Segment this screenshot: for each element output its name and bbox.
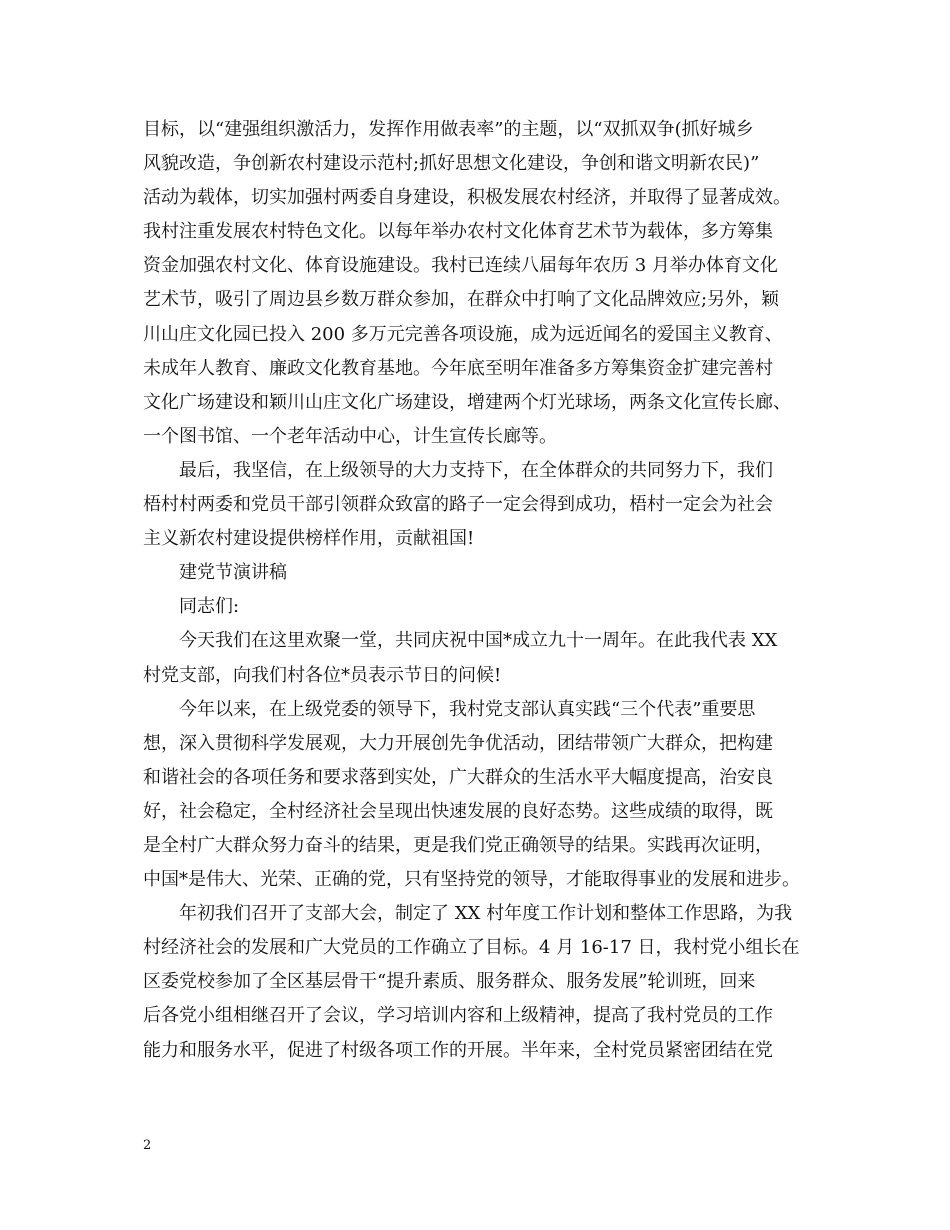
text-line: 建党节演讲稿 <box>179 562 287 584</box>
text-line: 主义新农村建设提供榜样作用，贡献祖国! <box>143 528 475 550</box>
text-line: 后各党小组相继召开了会议，学习培训内容和上级精神，提高了我村党员的工作 <box>143 1005 773 1027</box>
text-line: 年初我们召开了支部大会，制定了 XX 村年度工作计划和整体工作思路，为我 <box>179 903 793 925</box>
text-line: 想，深入贯彻科学发展观，大力开展创先争优活动，团结带领广大群众，把构建 <box>143 732 773 754</box>
text-line: 今天我们在这里欢聚一堂，共同庆祝中国*成立九十一周年。在此我代表 XX <box>179 630 778 652</box>
text-line: 区委党校参加了全区基层骨干“提升素质、服务群众、服务发展”轮训班，回来 <box>143 971 756 993</box>
text-line: 和谐社会的各项任务和要求落到实处，广大群众的生活水平大幅度提高，治安良 <box>143 766 773 788</box>
text-line: 能力和服务水平，促进了村级各项工作的开展。半年来，全村党员紧密团结在党 <box>143 1039 773 1061</box>
text-line: 活动为载体，切实加强村两委自身建设，积极发展农村经济，并取得了显著成效。 <box>143 187 791 209</box>
text-line: 未成年人教育、廉政文化教育基地。今年底至明年准备多方筹集资金扩建完善村 <box>143 357 773 379</box>
text-line: 中国*是伟大、光荣、正确的党，只有坚持党的领导，才能取得事业的发展和进步。 <box>143 869 800 891</box>
text-line: 川山庄文化园已投入 200 多万元完善各项设施，成为远近闻名的爱国主义教育、 <box>143 323 783 345</box>
text-line: 同志们: <box>179 596 240 618</box>
text-line: 村经济社会的发展和广大党员的工作确立了目标。4 月 16-17 日，我村党小组长在 <box>143 937 800 959</box>
text-line: 好，社会稳定，全村经济社会呈现出快速发展的良好态势。这些成绩的取得，既 <box>143 800 773 822</box>
text-line: 村党支部，向我们村各位*员表示节日的问候! <box>143 664 502 686</box>
document-body <box>143 113 833 1068</box>
text-line: 是全村广大群众努力奋斗的结果，更是我们党正确领导的结果。实践再次证明， <box>143 834 773 856</box>
text-line: 艺术节，吸引了周边县乡数万群众参加，在群众中打响了文化品牌效应;另外，颖 <box>143 289 780 311</box>
text-line: 今年以来，在上级党委的领导下，我村党支部认真实践“三个代表”重要思 <box>179 698 756 720</box>
text-line: 最后，我坚信，在上级领导的大力支持下，在全体群众的共同努力下，我们 <box>179 459 773 481</box>
text-line: 文化广场建设和颖川山庄文化广场建设，增建两个灯光球场，两条文化宣传长廊、 <box>143 391 791 413</box>
text-line: 梧村村两委和党员干部引领群众致富的路子一定会得到成功，梧村一定会为社会 <box>143 494 773 516</box>
text-line: 我村注重发展农村特色文化。以每年举办农村文化体育艺术节为载体，多方筹集 <box>143 221 773 243</box>
text-line: 一个图书馆、一个老年活动中心，计生宣传长廊等。 <box>143 425 557 447</box>
text-line: 目标，以“建强组织激活力，发挥作用做表率”的主题，以“双抓双争(抓好城乡 <box>143 119 754 140</box>
text-line: 资金加强农村文化、体育设施建设。我村已连续八届每年农历 3 月举办体育文化 <box>143 255 778 277</box>
text-line: 风貌改造，争创新农村建设示范村;抓好思想文化建设，争创和谐文明新农民)” <box>143 153 760 175</box>
page-number: 2 <box>143 1138 152 1153</box>
